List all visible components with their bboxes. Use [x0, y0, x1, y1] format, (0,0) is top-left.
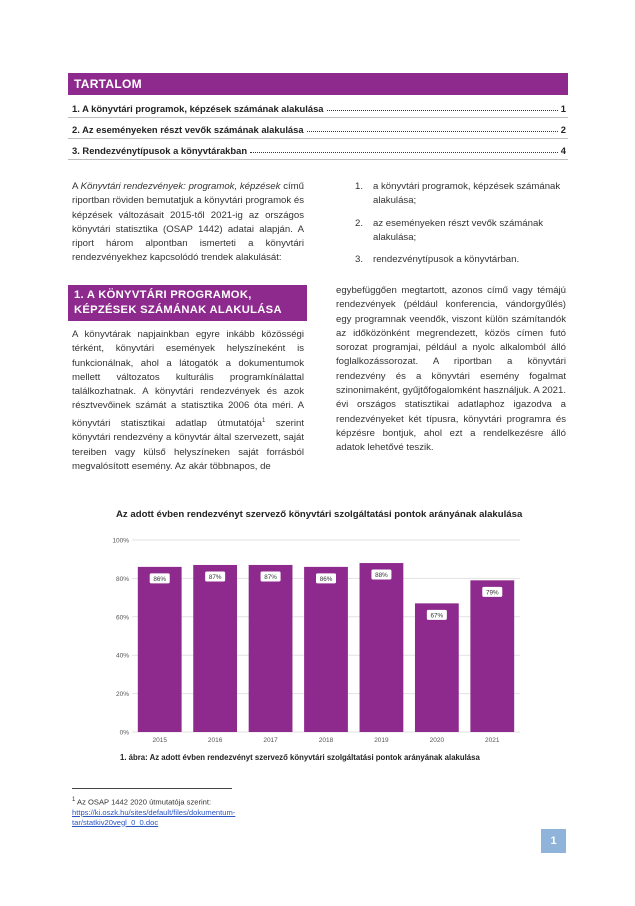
- toc-entry-2[interactable]: [72, 121, 566, 135]
- body-text: szerint könyvtári rendezvény a könyvtár által szervezett, saját tereiben vagy külső helyszíneken saját forrásból megvalósított esemény. Az akár többnapos, de: [72, 417, 304, 472]
- toc-heading: TARTALOM: [68, 73, 568, 95]
- list-text: a könyvtári programok, képzések számának alakulása;: [373, 181, 561, 207]
- footnote-divider: [72, 788, 232, 789]
- bar: [304, 567, 348, 732]
- intro-paragraph: [72, 180, 304, 266]
- list-number: 2.: [355, 217, 364, 229]
- x-tick-label: 2020: [429, 737, 445, 744]
- section-heading: 1. A KÖNYVTÁRI PROGRAMOK, KÉPZÉSEK SZÁMÁNAK ALAKULÁSA: [68, 285, 307, 321]
- x-tick-label: 2019: [374, 737, 389, 744]
- data-label: 87%: [208, 573, 222, 581]
- y-tick-label: 100%: [112, 537, 129, 545]
- footnote-link-part: https://ki.oszk.hu/sites/default/files/dokumentum-: [72, 807, 236, 817]
- toc-divider: [68, 138, 568, 139]
- x-tick-label: 2016: [207, 737, 223, 744]
- toc-entry-label: 2. Az eseményeken részt vevők számának alakulása: [72, 124, 304, 135]
- toc-entry-page: 2: [560, 124, 566, 135]
- section-body-col2: egybefüggően megtartott, azonos című vagy témájú rendezvények (például konferencia, vándorgyűlés) egy programnak veendők, viszont külön számítandók az időközönként megrendezett, közös címen futó sorozat programjai, például a nyolc alkalomból álló foglalkozássorozat. A riportban a könyvtári rendezvény és a könyvtári esemény fogalmat szinonimaként, gyűjtőfogalomként használjuk. A 2021. évi országos statisztikai adatlaphoz igazodva a rendezvényeket két típusra, könyvtári programra és képzésre bontjuk, ahol ezt a rendelkezésre álló adatok lehetővé teszik.: [336, 285, 566, 454]
- intro-list: [355, 180, 565, 275]
- bar: [193, 565, 237, 732]
- list-item: [355, 253, 565, 267]
- intro-body: című riportban röviden bemutatjuk a könyvtári programok és képzések változásait 2015-től 2021-ig az országos könyvtári statisztika (OSAP 1442) adatai alapján. A riport három alpontban ismerteti a könyvtári rendezvényekhez kapcsolódó trendek alakulását:: [72, 181, 304, 264]
- x-tick-label: 2017: [263, 737, 278, 744]
- y-tick-label: 40%: [115, 652, 129, 660]
- toc-entry-page: 1: [560, 103, 566, 114]
- data-label: 87%: [264, 573, 277, 581]
- footnote-ref[interactable]: 1: [262, 417, 266, 424]
- toc-leader: [250, 152, 558, 153]
- bar: [138, 567, 182, 732]
- data-label: 79%: [485, 589, 499, 597]
- toc-leader: [307, 131, 558, 132]
- bar-chart: [100, 535, 525, 750]
- toc-divider: [68, 159, 568, 160]
- figure-caption: 1. ábra: Az adott évben rendezvényt szervező könyvtári szolgáltatási pontok arányának alakulása: [120, 753, 480, 762]
- toc-entry-label: 1. A könyvtári programok, képzések számának alakulása: [72, 103, 324, 114]
- data-label: 88%: [375, 572, 388, 580]
- toc-leader: [327, 110, 558, 111]
- footnote-text: Az OSAP 1442 2020 útmutatója szerint:: [75, 797, 212, 807]
- y-tick-label: 60%: [115, 614, 129, 622]
- list-item: [355, 217, 565, 246]
- toc-entry-label: 3. Rendezvénytípusok a könyvtárakban: [72, 145, 248, 156]
- footnote-link-part: tar/statkiv20vegl_0_0.doc: [72, 817, 159, 827]
- data-label: 86%: [153, 575, 167, 583]
- list-text: az eseményeken részt vevők számának alakulása;: [373, 217, 544, 243]
- list-item: [355, 180, 565, 209]
- footnote-link[interactable]: [72, 808, 235, 827]
- bar: [360, 563, 404, 732]
- list-number: 3.: [355, 254, 364, 266]
- bar: [249, 565, 293, 732]
- body-text: A könyvtárak napjainkban egyre inkább közösségi térként, könyvtári események helyszíneként is funkcionálnak, ahol a látogatók a dokumentumok mellett változatos kulturális programkínálattal találkozhatnak. A könyvtári rendezvények és azok résztvevőinek számát a statisztika 2006 óta méri. A könyvtári statisztikai adatlap útmutatója: [72, 329, 304, 429]
- bar: [415, 603, 459, 732]
- bar: [470, 580, 514, 732]
- data-label: 86%: [319, 575, 333, 583]
- list-number: 1.: [355, 181, 364, 192]
- chart-title: Az adott évben rendezvényt szervező könyvtári szolgáltatási pontok arányának alakulása: [116, 509, 523, 520]
- toc-divider: [68, 117, 568, 118]
- footnote: [72, 795, 292, 828]
- y-tick-label: 80%: [115, 575, 129, 583]
- intro-pre: A: [72, 181, 81, 192]
- data-label: 67%: [430, 612, 444, 620]
- list-text: rendezvénytípusok a könyvtárban.: [373, 254, 520, 266]
- toc-entry-page: 4: [560, 145, 566, 156]
- section-body-col1: [72, 328, 304, 474]
- report-title: Könyvtári rendezvények: programok, képzések: [80, 181, 281, 192]
- footnote-number: 1: [72, 797, 76, 803]
- page-number: 1: [541, 829, 566, 853]
- y-tick-label: 20%: [115, 691, 129, 699]
- x-tick-label: 2018: [318, 737, 334, 744]
- toc-entry-1[interactable]: [72, 100, 566, 114]
- toc-entry-3[interactable]: [72, 142, 566, 156]
- x-tick-label: 2015: [152, 737, 167, 744]
- x-tick-label: 2021: [485, 737, 500, 744]
- y-tick-label: 0%: [119, 729, 129, 737]
